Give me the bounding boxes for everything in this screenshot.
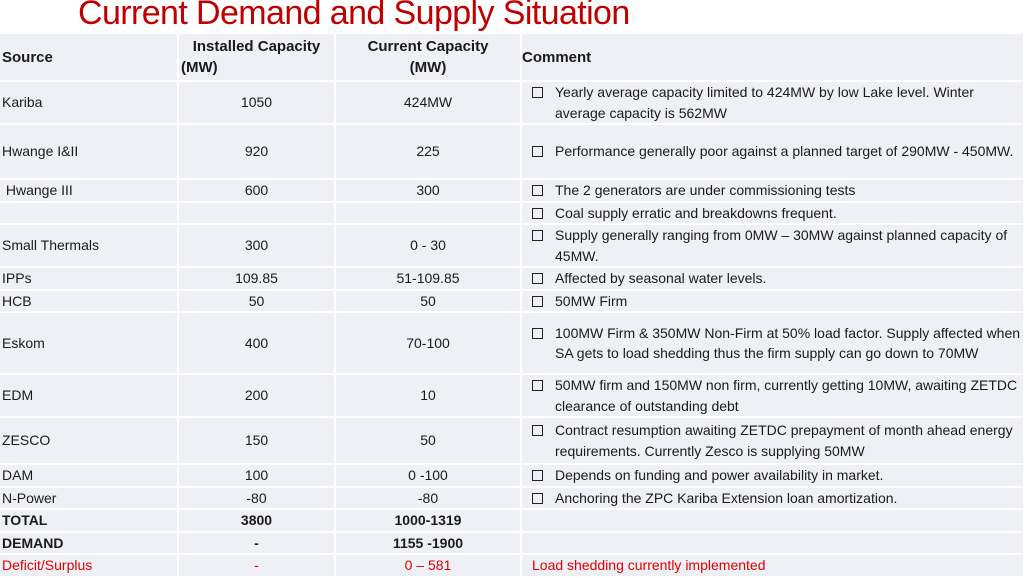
table-row xyxy=(0,202,1024,225)
checkbox-bullet-icon xyxy=(532,296,543,307)
comment-text: 50MW firm and 150MW non firm, currently getting 10MW, awaiting ZETDC clearance of outstanding debt xyxy=(555,377,1018,414)
table-row xyxy=(0,179,1024,202)
table-row xyxy=(0,290,1024,313)
comment-item xyxy=(530,375,1021,416)
checkbox-bullet-icon xyxy=(532,185,543,196)
comment-cell xyxy=(521,417,1024,464)
checkbox-bullet-icon xyxy=(532,380,543,391)
source-cell: N-Power xyxy=(0,487,178,510)
current-cell: 300 xyxy=(335,179,521,202)
header-installed-line2: (MW) xyxy=(181,59,218,76)
checkbox-bullet-icon xyxy=(532,230,543,241)
source-cell: Hwange III xyxy=(0,179,178,202)
current-cell: 50 xyxy=(335,290,521,313)
header-comment: Comment xyxy=(521,34,1024,81)
installed-cell: 150 xyxy=(178,417,335,464)
current-cell: 70-100 xyxy=(335,312,521,374)
source-cell: Kariba xyxy=(0,81,178,124)
comment-item xyxy=(530,420,1021,461)
comment-item xyxy=(530,291,1021,312)
header-current xyxy=(335,34,521,81)
comment-item xyxy=(530,82,1021,123)
table-row xyxy=(0,487,1024,510)
table-row xyxy=(0,417,1024,464)
installed-cell: 100 xyxy=(178,464,335,487)
current-cell: 51-109.85 xyxy=(335,267,521,290)
total-row xyxy=(0,509,1024,532)
installed-cell: - xyxy=(178,554,335,577)
table-row xyxy=(0,374,1024,417)
installed-cell: 1050 xyxy=(178,81,335,124)
comment-text: Anchoring the ZPC Kariba Extension loan amortization. xyxy=(555,489,898,506)
source-cell: Small Thermals xyxy=(0,224,178,267)
source-cell: Deficit/Surplus xyxy=(0,554,178,577)
comment-cell xyxy=(521,312,1024,374)
comment-text: Contract resumption awaiting ZETDC prepayment of month ahead energy requirements. Currently Zesco is supplying 50MW xyxy=(555,422,1013,459)
comment-item xyxy=(530,203,1021,224)
checkbox-bullet-icon xyxy=(532,328,543,339)
comment-cell xyxy=(521,532,1024,555)
current-cell: 424MW xyxy=(335,81,521,124)
installed-cell: 600 xyxy=(178,179,335,202)
source-cell: DAM xyxy=(0,464,178,487)
comment-text: 50MW Firm xyxy=(555,292,628,309)
installed-cell: -80 xyxy=(178,487,335,510)
source-cell: EDM xyxy=(0,374,178,417)
checkbox-bullet-icon xyxy=(532,208,543,219)
comment-cell xyxy=(521,464,1024,487)
header-current-line1: Current Capacity xyxy=(367,38,489,55)
comment-text: Depends on funding and power availability in market. xyxy=(555,467,884,483)
deficit-row xyxy=(0,554,1024,577)
comment-item xyxy=(530,488,1021,509)
comment-cell xyxy=(521,179,1024,202)
comment-text: Performance generally poor against a planned target of 290MW - 450MW. xyxy=(555,143,1014,160)
current-cell: 225 xyxy=(335,124,521,179)
current-cell: 10 xyxy=(335,374,521,417)
checkbox-bullet-icon xyxy=(532,273,543,284)
comment-cell xyxy=(521,224,1024,267)
current-cell: 1000-1319 xyxy=(335,509,521,532)
comment-text: Coal supply erratic and breakdowns frequent. xyxy=(555,204,837,221)
checkbox-bullet-icon xyxy=(532,493,543,504)
source-cell: Eskom xyxy=(0,312,178,374)
current-cell: 0 -100 xyxy=(335,464,521,487)
comment-text: Yearly average capacity limited to 424MW by low Lake level. Winter average capacity is 562MW xyxy=(555,84,974,121)
installed-cell: 50 xyxy=(178,290,335,313)
header-installed-line1: Installed Capacity xyxy=(192,38,321,55)
installed-cell: 200 xyxy=(178,374,335,417)
comment-cell xyxy=(521,124,1024,179)
header-source: Source xyxy=(0,34,178,81)
comment-cell xyxy=(521,81,1024,124)
current-cell: 0 - 30 xyxy=(335,224,521,267)
checkbox-bullet-icon xyxy=(532,470,543,481)
table-row xyxy=(0,312,1024,374)
installed-cell: - xyxy=(178,532,335,555)
comment-item xyxy=(530,180,1021,201)
table-row xyxy=(0,267,1024,290)
comment-cell xyxy=(521,487,1024,510)
table-row xyxy=(0,224,1024,267)
demand-row xyxy=(0,532,1024,555)
comment-item xyxy=(530,465,1021,486)
installed-cell: 3800 xyxy=(178,509,335,532)
checkbox-bullet-icon xyxy=(532,87,543,98)
comment-item xyxy=(530,225,1021,266)
installed-cell: 300 xyxy=(178,224,335,267)
source-cell: DEMAND xyxy=(0,532,178,555)
comment-item xyxy=(530,141,1021,162)
source-cell: TOTAL xyxy=(0,509,178,532)
comment-text: The 2 generators are under commissioning tests xyxy=(555,182,856,198)
installed-cell xyxy=(178,202,335,225)
header-installed xyxy=(178,34,335,81)
source-cell: ZESCO xyxy=(0,417,178,464)
table-row xyxy=(0,81,1024,124)
table-row xyxy=(0,124,1024,179)
current-cell: 50 xyxy=(335,417,521,464)
comment-cell xyxy=(521,202,1024,225)
page-title: Current Demand and Supply Situation xyxy=(78,0,630,32)
comment-cell xyxy=(521,509,1024,532)
comment-text: 100MW Firm & 350MW Non-Firm at 50% load factor. Supply affected when SA gets to load shedding thus the firm supply can go down to 70MW xyxy=(555,324,1021,361)
comment-cell xyxy=(521,290,1024,313)
current-cell: 0 – 581 xyxy=(335,554,521,577)
installed-cell: 109.85 xyxy=(178,267,335,290)
installed-cell: 400 xyxy=(178,312,335,374)
comment-item xyxy=(530,268,1021,289)
table-row xyxy=(0,464,1024,487)
checkbox-bullet-icon xyxy=(532,146,543,157)
comment-cell: Load shedding currently implemented xyxy=(521,554,1024,577)
source-cell: HCB xyxy=(0,290,178,313)
current-cell: 1155 -1900 xyxy=(335,532,521,555)
current-cell xyxy=(335,202,521,225)
source-cell xyxy=(0,202,178,225)
comment-cell xyxy=(521,374,1024,417)
header-current-line2: (MW) xyxy=(409,59,447,76)
source-cell: Hwange I&II xyxy=(0,124,178,179)
comment-item xyxy=(530,323,1021,364)
header-row xyxy=(0,34,1024,81)
comment-text: Supply generally ranging from 0MW – 30MW against planned capacity of 45MW. xyxy=(555,227,1008,264)
supply-table xyxy=(0,34,1024,578)
current-cell: -80 xyxy=(335,487,521,510)
comment-text: Affected by seasonal water levels. xyxy=(555,270,767,286)
comment-cell xyxy=(521,267,1024,290)
installed-cell: 920 xyxy=(178,124,335,179)
source-cell: IPPs xyxy=(0,267,178,290)
checkbox-bullet-icon xyxy=(532,425,543,436)
